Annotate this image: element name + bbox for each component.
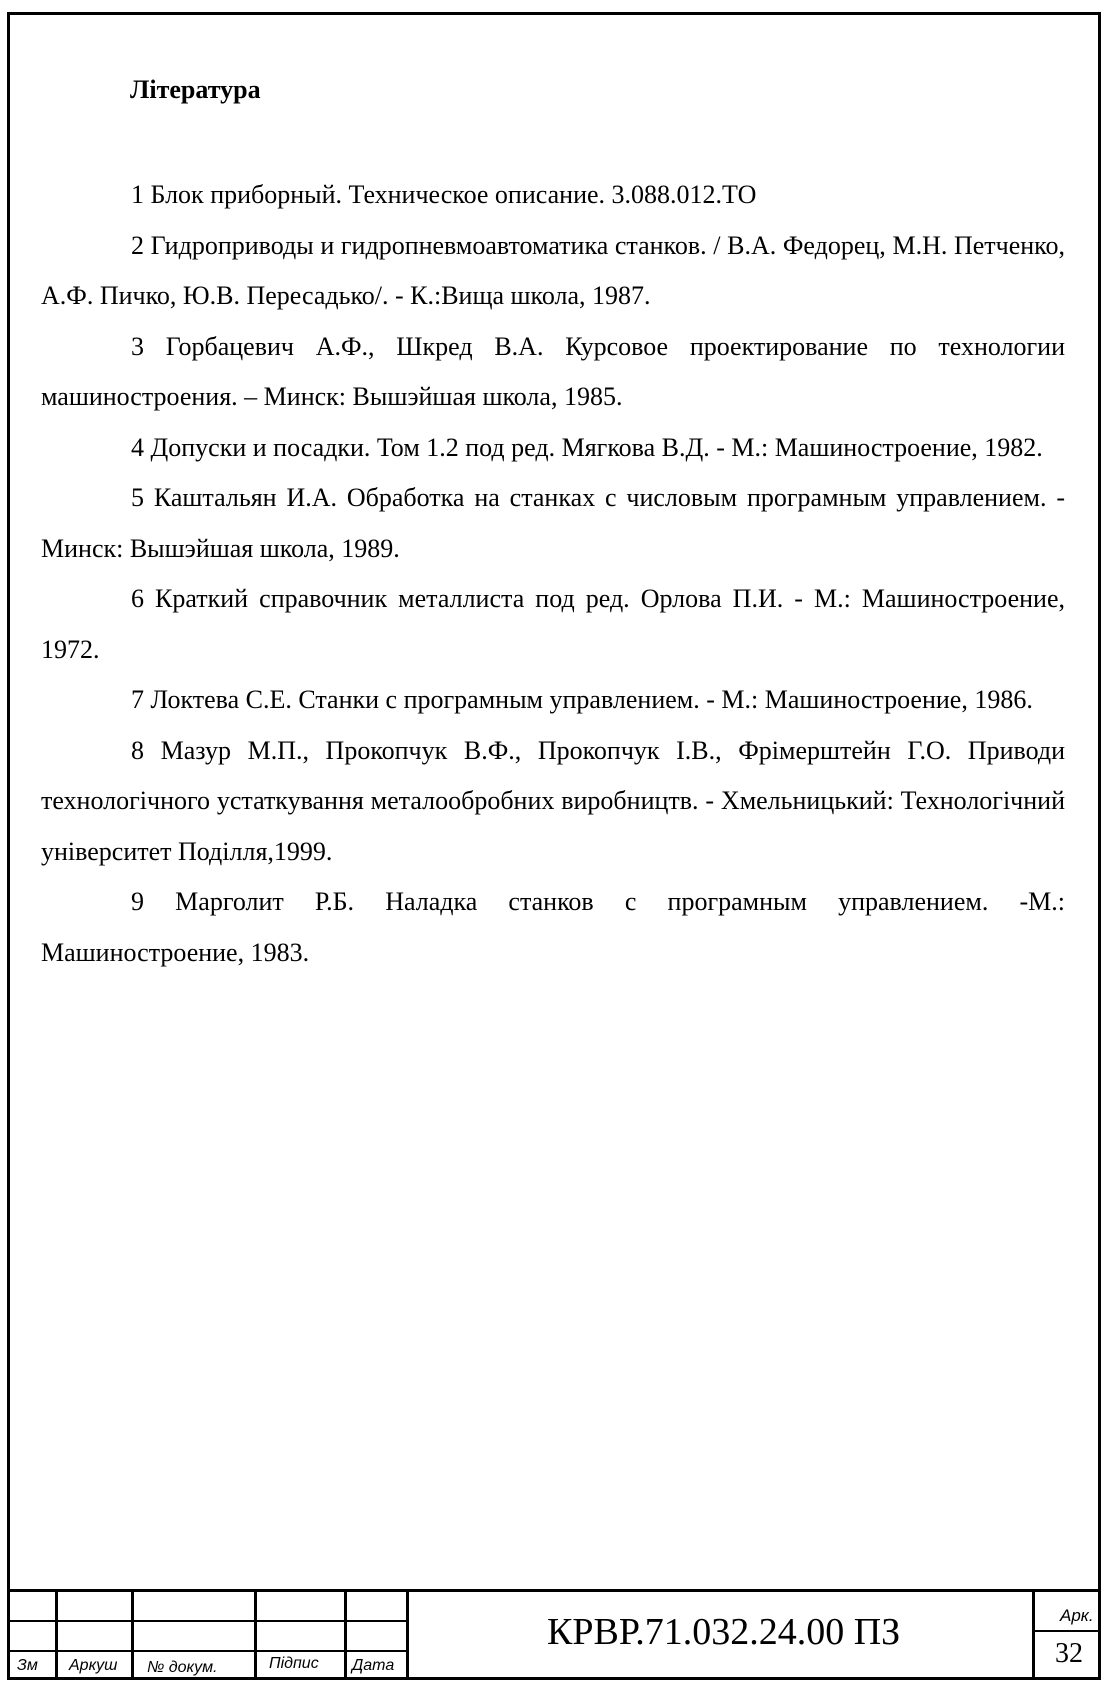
- sheet-label: Арк.: [1060, 1606, 1094, 1625]
- reference-item: 6 Краткий справочник металлиста под ред. Орлова П.И. - М.: Машиностроение, 1972.: [41, 584, 1065, 664]
- reference-item: 8 Мазур М.П., Прокопчук В.Ф., Прокопчук І.В., Фрімерштейн Г.О. Приводи технологічного устаткування металообробних виробництв. - Хмельницький: Технологічний університет Поділля,1999.: [41, 735, 1065, 866]
- reference-item: 1 Блок приборный. Техническое описание. 3.088.012.ТО: [131, 180, 757, 209]
- reference-item: 2 Гидроприводы и гидропневмоавтоматика станков. / В.А. Федорец, М.Н. Петченко, А.Ф. Пичко, Ю.В. Пересадько/. - К.:Вища школа, 1987.: [41, 230, 1065, 310]
- references-list: [41, 170, 1065, 978]
- stamp-divider: [344, 1592, 347, 1680]
- reference-item: 3 Горбацевич А.Ф., Шкред В.А. Курсовое проектирование по технологии машиностроения. – Минск: Вышэйшая школа, 1985.: [41, 331, 1065, 411]
- reference-item: 7 Локтева С.Е. Станки с програмным управлением. - М.: Машиностроение, 1986.: [131, 685, 1033, 714]
- stamp-label-zm: Зм: [17, 1657, 38, 1674]
- stamp-label-date: Дата: [352, 1657, 395, 1674]
- document-code: КРВР.71.032.24.00 ПЗ: [547, 1611, 901, 1653]
- stamp-divider: [406, 1592, 409, 1680]
- stamp-divider: [55, 1592, 58, 1680]
- reference-item: 4 Допуски и посадки. Том 1.2 под ред. Мягкова В.Д. - М.: Машиностроение, 1982.: [131, 432, 1043, 462]
- stamp-divider: [254, 1592, 257, 1680]
- stamp-label-signature: Підпис: [269, 1655, 319, 1672]
- title-block: [7, 1589, 1101, 1680]
- stamp-divider: [1032, 1592, 1035, 1680]
- reference-item: 9 Марголит Р.Б. Наладка станков с програмным управлением. -М.: Машиностроение, 1983.: [41, 887, 1065, 967]
- stamp-divider: [131, 1592, 134, 1680]
- sheet-number: 32: [1055, 1638, 1083, 1669]
- stamp-row-line: [7, 1650, 407, 1652]
- stamp-label-arkush: Аркуш: [69, 1657, 118, 1674]
- reference-item: 5 Каштальян И.А. Обработка на станках с числовым програмным управлением. - Минск: Вышэйшая школа, 1989.: [41, 483, 1065, 563]
- stamp-label-doc-number: № докум.: [147, 1659, 218, 1676]
- stamp-row-line: [1032, 1630, 1101, 1632]
- stamp-row-line: [7, 1620, 407, 1622]
- page-title: Література: [130, 75, 261, 104]
